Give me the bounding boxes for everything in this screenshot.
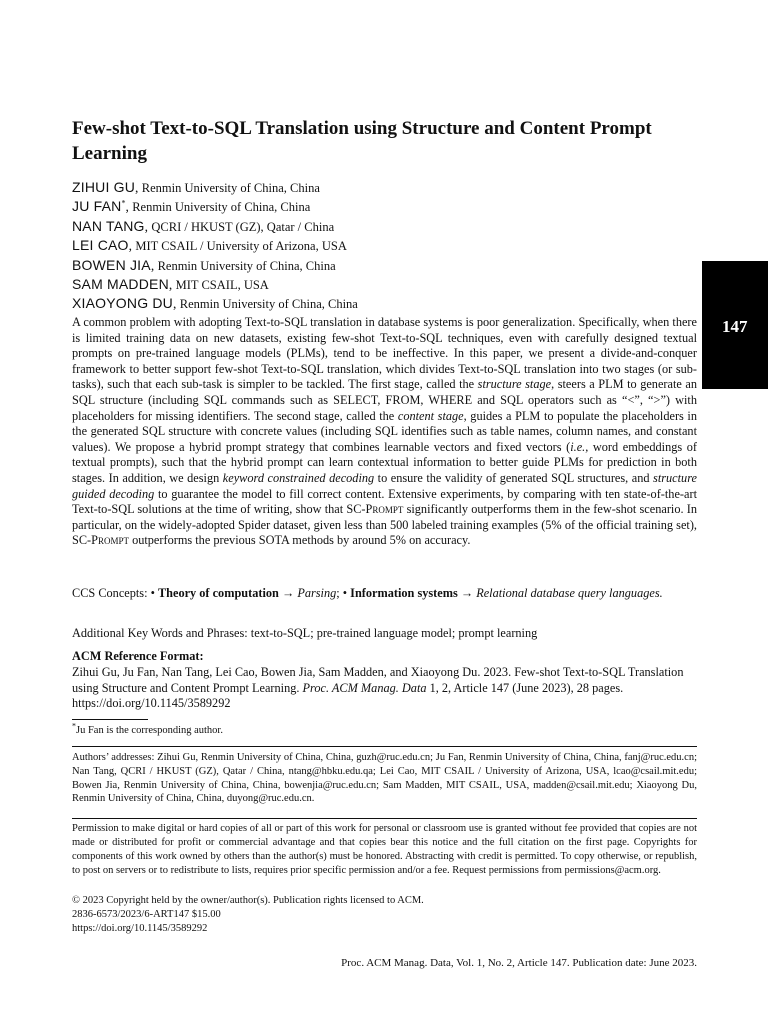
author-list [72, 178, 697, 314]
author-entry: XIAOYONG DU, Renmin University of China, China [72, 295, 358, 312]
reference-text: Zihui Gu, Ju Fan, Nan Tang, Lei Cao, Bowen Jia, Sam Madden, and Xiaoyong Du. 2023. Few-shot Text-to-SQL Translation using Structure and Content Prompt Learning. [72, 665, 684, 695]
article-number: 147 [722, 317, 748, 336]
abstract-emphasis: content stage [397, 408, 464, 423]
ccs-subconcept: Parsing [297, 586, 337, 600]
ccs-subconcept: Relational database query languages. [476, 586, 663, 600]
abstract-text: significantly outperforms them in the few-shot scenario. In particular, on the widely-adopted Spider dataset, given less than 500 labeled training examples (5% of the official training set), SC- [72, 502, 697, 548]
author-entry: LEI CAO, MIT CSAIL / University of Arizona, USA [72, 237, 347, 254]
author-name: XIAOYONG DU [72, 295, 173, 312]
section-divider [72, 746, 697, 747]
ccs-arrow: → [457, 586, 477, 600]
footnote-divider [72, 719, 148, 720]
author-affiliation: Renmin University of China, China [179, 297, 358, 312]
author-addresses: Authors’ addresses: Zihui Gu, Renmin University of China, China, guzh@ruc.edu.cn; Ju Fan, Renmin University of China, China, fanj@ruc.edu.cn; Nan Tang, QCRI / HKUST (GZ), Qatar / China, ntang@hbku.edu.qa; Lei Cao, MIT CSAIL / University of Arizona, USA, lcao@csail.mit.edu; Bowen Jia, Renmin University of China, China, bowenjia@ruc.edu.cn; Sam Madden, MIT CSAIL, USA, madden@csail.mit.edu; Xiaoyong Du, Renmin University of China, China, duyong@ruc.edu.cn. [72, 752, 697, 805]
author-name: BOWEN JIA [72, 256, 151, 273]
issn-line: 2836-6573/2023/6-ART147 $15.00 [72, 909, 221, 920]
author-entry: BOWEN JIA, Renmin University of China, China [72, 256, 336, 273]
abstract [72, 315, 697, 549]
method-name: Prompt [91, 533, 129, 548]
author-name: JU FAN [72, 198, 122, 215]
abstract-text: , steers a PLM to generate an SQL structure (including SQL commands such as SELECT, FROM, WHERE and SQL operators such as “<”, “>”) with placeholders for missing identifiers. The second stage, called the [72, 377, 697, 423]
doi-link[interactable]: https://doi.org/10.1145/3589292 [72, 923, 208, 934]
abstract-text: , guides a PLM to populate the placeholders in the generated SQL structure with concrete values (including SQL identifies such as table names, column names, and constant values). We propose a hybrid prompt strategy that combines learnable vectors and fixed vectors ( [72, 408, 697, 454]
section-divider [72, 818, 697, 819]
author-affiliation: QCRI / HKUST (GZ), Qatar / China [151, 219, 335, 234]
abstract-text: to guarantee the model to fill correct content. Extensive experiments, by comparing with ten state-of-the-art Text-to-SQL solutions at the time of writing, show that SC- [72, 486, 697, 517]
page-footer: Proc. ACM Manag. Data, Vol. 1, No. 2, Article 147. Publication date: June 2023. [341, 957, 697, 969]
ccs-concept: Information systems [350, 586, 458, 600]
permission-notice: Permission to make digital or hard copies of all or part of this work for personal or classroom use is granted without fee provided that copies are not made or distributed for profit or commercial advantage and that copies bear this notice and the full citation on the first page. Copyrights for components of this work owned by others than the author(s) must be honored. Abstracting with credit is permitted. To copy otherwise, or republish, to post on servers or to redistribute to lists, requires prior specific permission and/or a fee. Request permissions from permissions@acm.org. [72, 823, 697, 876]
ccs-concepts [72, 586, 697, 602]
reference-venue: Proc. ACM Manag. Data [302, 680, 427, 695]
author-entry: JU FAN*, Renmin University of China, China [72, 198, 311, 215]
author-affiliation: MIT CSAIL / University of Arizona, USA [135, 239, 347, 254]
author-name: LEI CAO [72, 237, 129, 254]
abstract-emphasis: structure stage [477, 377, 552, 392]
footnote-text: Ju Fan is the corresponding author. [76, 725, 223, 736]
ccs-separator: ; • [336, 586, 351, 600]
reference-text: 1, 2, Article 147 (June 2023), 28 pages. https://doi.org/10.1145/3589292 [72, 680, 624, 711]
author-entry: SAM MADDEN, MIT CSAIL, USA [72, 276, 269, 293]
author-entry: NAN TANG, QCRI / HKUST (GZ), Qatar / China [72, 217, 335, 234]
abstract-emphasis: keyword constrained decoding [222, 470, 375, 485]
footnote-mark: * [72, 721, 76, 731]
abstract-text: to ensure the validity of generated SQL structures, and [374, 470, 654, 485]
keywords: Additional Key Words and Phrases: text-to-SQL; pre-trained language model; prompt learning [72, 626, 538, 640]
article-number-tab [702, 261, 768, 389]
footnote [72, 721, 223, 737]
abstract-text: word embeddings of textual prompts), such that the hybrid prompt can learn contextual information to better guide PLMs for prediction in both stages. In addition, we design [72, 439, 697, 485]
reference-format-heading: ACM Reference Format: [72, 649, 204, 663]
copyright-line: © 2023 Copyright held by the owner/author(s). Publication rights licensed to ACM. [72, 895, 424, 906]
author-affiliation: Renmin University of China, China [157, 258, 336, 273]
author-name: NAN TANG [72, 217, 145, 234]
paper-title: Few-shot Text-to-SQL Translation using Structure and Content Prompt Learning [72, 118, 652, 164]
author-name: ZIHUI GU [72, 179, 136, 195]
author-affiliation: Renmin University of China, China [132, 200, 311, 215]
author-affiliation: MIT CSAIL, USA [175, 278, 269, 293]
ccs-label: CCS Concepts: • [72, 586, 158, 600]
method-name: Prompt [365, 502, 404, 517]
abstract-emphasis: i.e., [570, 439, 589, 454]
author-mark: * [121, 198, 126, 208]
author-affiliation: Renmin University of China, China [141, 181, 320, 195]
author-entry: ZIHUI GU, Renmin University of China, China [72, 179, 320, 195]
ccs-concept: Theory of computation [157, 586, 279, 600]
reference-format [72, 665, 697, 712]
abstract-text: outperforms the previous SOTA methods by around 5% on accuracy. [129, 533, 471, 548]
author-name: SAM MADDEN [72, 276, 169, 293]
abstract-text: A common problem with adopting Text-to-SQL translation in database systems is poor generalization. Specifically, when there is limited training data on new datasets, existing few-shot Text-to-SQL techniques, even with carefully designed textual prompts on pre-trained language models (PLMs), tend to be ineffective. In this paper, we present a divide-and-conquer framework to better support few-shot Text-to-SQL translation, which divides Text-to-SQL translation into two stages (or sub-tasks), such that each sub-task is simpler to be tackled. The first stage, called the [72, 315, 697, 392]
ccs-arrow: → [278, 586, 298, 600]
abstract-emphasis: structure guided decoding [72, 470, 697, 501]
